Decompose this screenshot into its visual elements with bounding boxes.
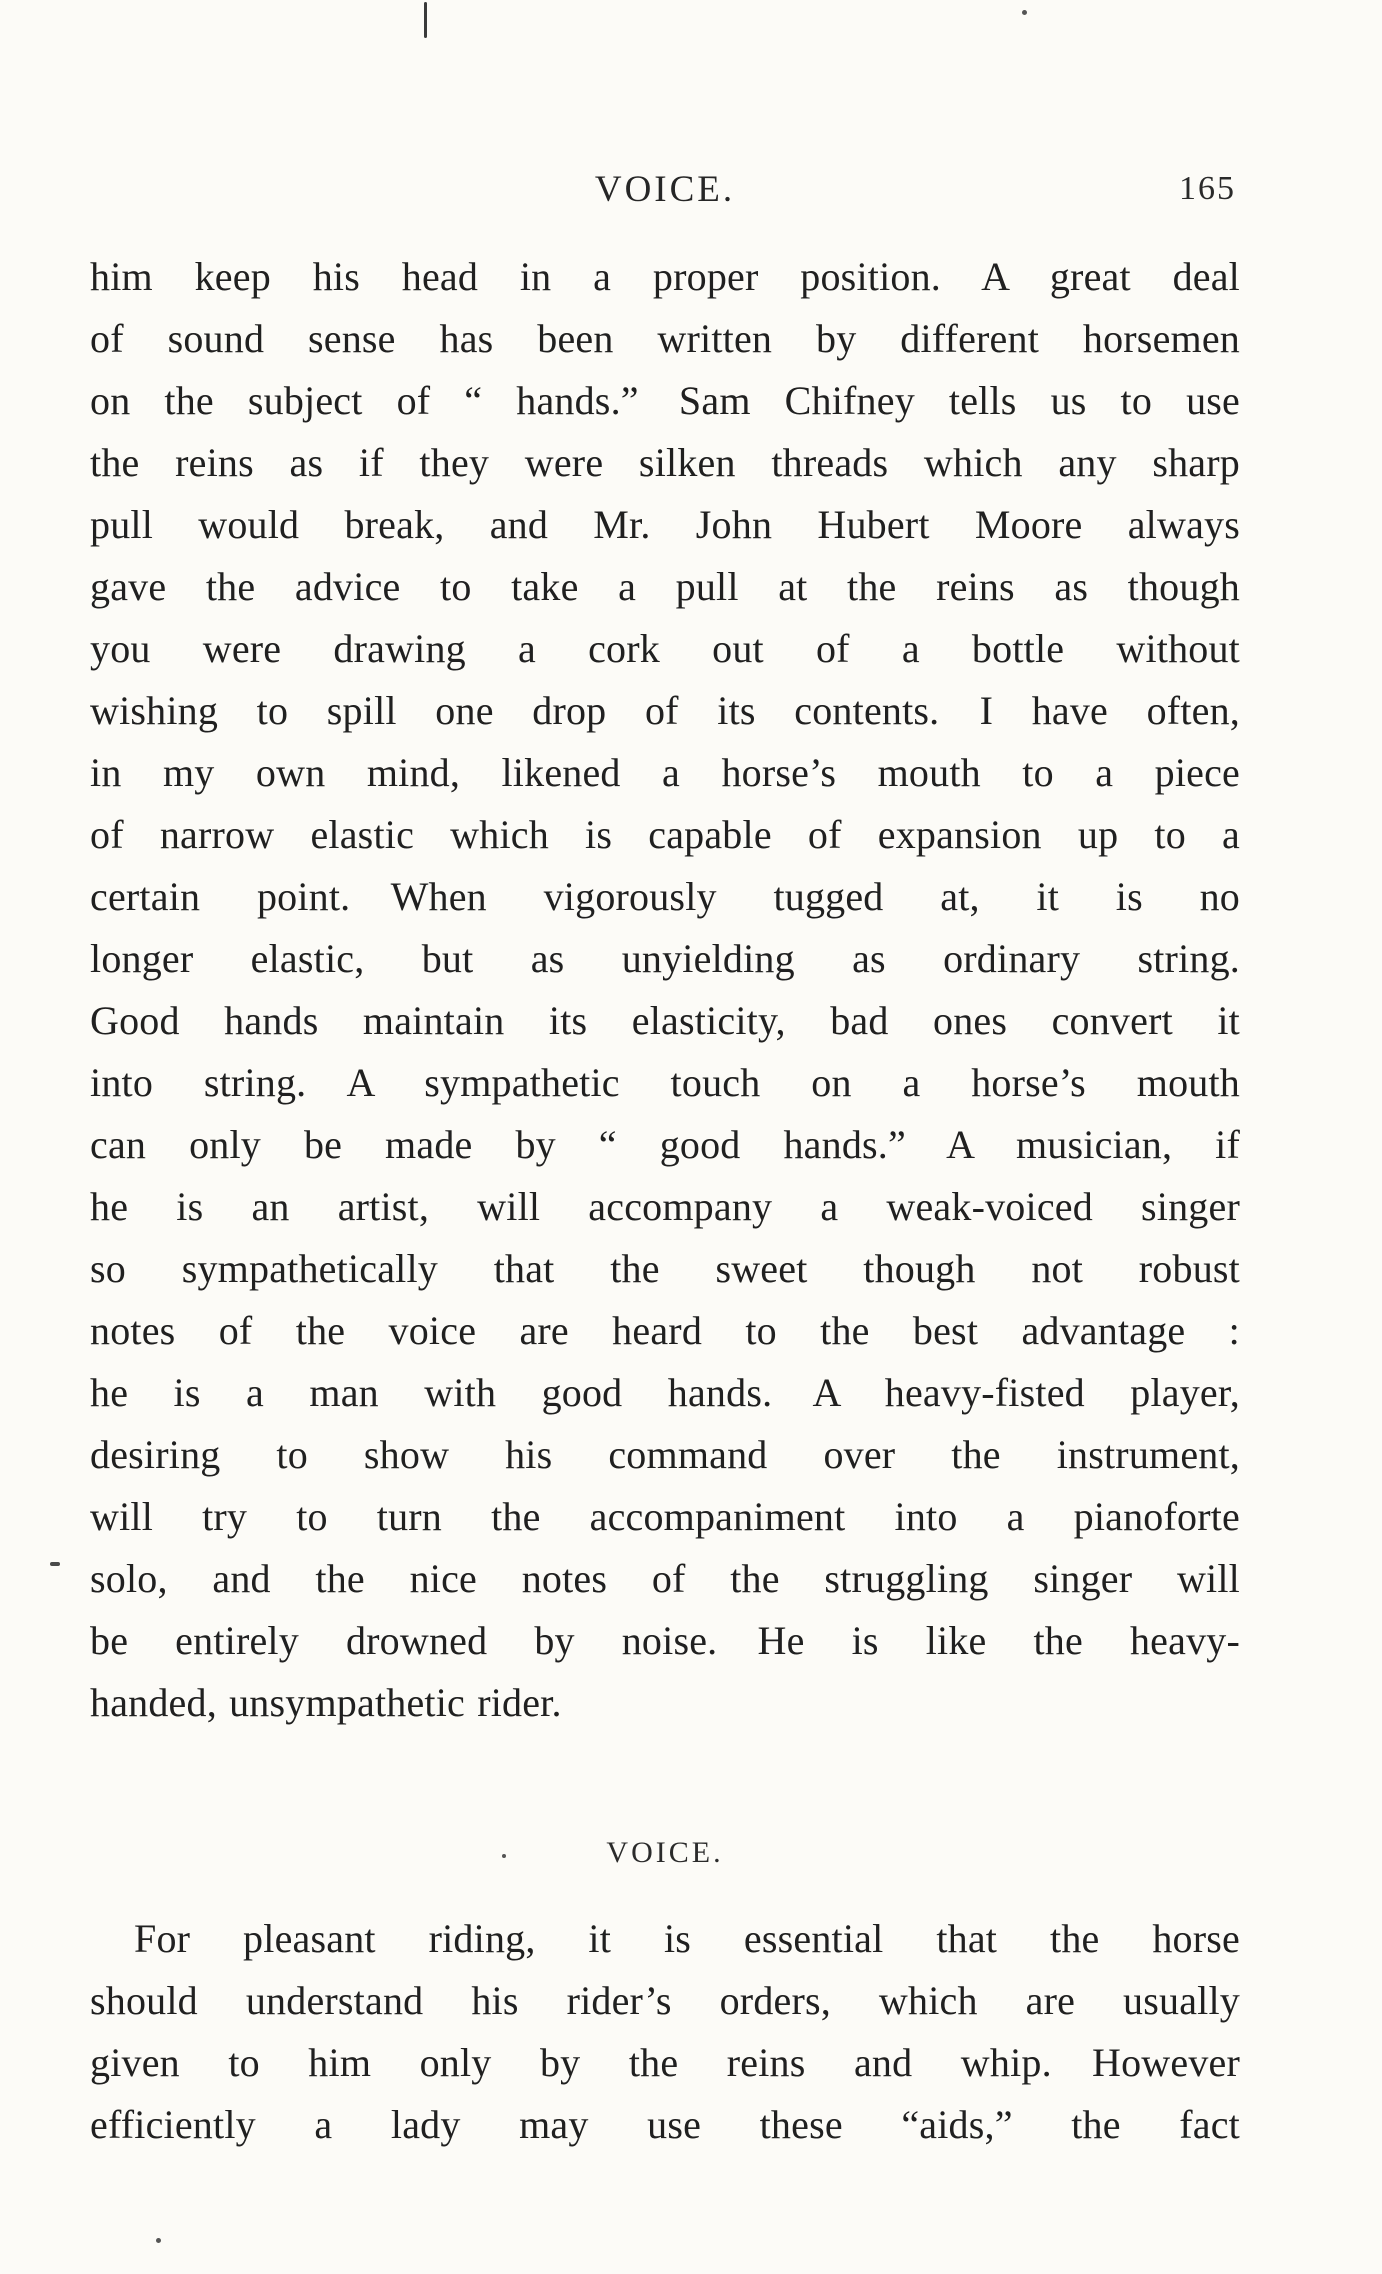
text-line: notes of the voice are heard to the best advantage : — [90, 1308, 1240, 1353]
page-number: 165 — [1179, 170, 1236, 207]
section-heading: VOICE. — [606, 1836, 724, 1869]
text-line: given to him only by the reins and whip. However — [90, 2040, 1240, 2085]
text-line: the reins as if they were silken threads which any sharp — [90, 440, 1240, 485]
text-line: you were drawing a cork out of a bottle without — [90, 626, 1240, 671]
text-line: handed, unsympathetic rider. — [90, 1680, 562, 1725]
text-line: longer elastic, but as unyielding as ordinary string. — [90, 936, 1240, 981]
scan-artifact-dot — [156, 2238, 161, 2243]
text-line: he is an artist, will accompany a weak-voiced singer — [90, 1184, 1240, 1229]
text-line: pull would break, and Mr. John Hubert Moore always — [90, 502, 1240, 547]
scan-artifact-tick — [424, 2, 427, 38]
text-line: so sympathetically that the sweet though not robust — [90, 1246, 1240, 1291]
running-head: VOICE. — [594, 169, 736, 210]
text-line: on the subject of “ hands.” Sam Chifney tells us to use — [90, 378, 1240, 423]
text-line: him keep his head in a proper position. A great deal — [90, 254, 1240, 299]
text-line: certain point. When vigorously tugged at, it is no — [90, 874, 1240, 919]
text-line: can only be made by “ good hands.” A musician, if — [90, 1122, 1240, 1167]
text-line: wishing to spill one drop of its contents. I have often, — [90, 688, 1240, 733]
page-header — [90, 168, 1240, 216]
text-line: desiring to show his command over the instrument, — [90, 1432, 1240, 1477]
text-line: gave the advice to take a pull at the reins as though — [90, 564, 1240, 609]
text-line: should understand his rider’s orders, which are usually — [90, 1978, 1240, 2023]
text-line: solo, and the nice notes of the struggling singer will — [90, 1556, 1240, 1601]
scan-artifact-dot — [502, 1854, 506, 1858]
scan-artifact-dot — [1022, 10, 1027, 15]
text-line: be entirely drowned by noise. He is like the heavy- — [90, 1618, 1240, 1663]
text-line: For pleasant riding, it is essential that the horse — [134, 1916, 1240, 1961]
text-line: of sound sense has been written by different horsemen — [90, 316, 1240, 361]
text-line: efficiently a lady may use these “aids,” the fact — [90, 2102, 1240, 2147]
text-line: will try to turn the accompaniment into a pianoforte — [90, 1494, 1240, 1539]
section-paragraph — [90, 1908, 1240, 2156]
text-line: of narrow elastic which is capable of expansion up to a — [90, 812, 1240, 857]
text-line: Good hands maintain its elasticity, bad ones convert it — [90, 998, 1240, 1043]
text-line: he is a man with good hands. A heavy-fisted player, — [90, 1370, 1240, 1415]
scan-artifact-dash — [50, 1562, 60, 1566]
main-paragraph — [90, 246, 1240, 1734]
text-line: in my own mind, likened a horse’s mouth to a piece — [90, 750, 1240, 795]
text-line: into string. A sympathetic touch on a horse’s mouth — [90, 1060, 1240, 1105]
